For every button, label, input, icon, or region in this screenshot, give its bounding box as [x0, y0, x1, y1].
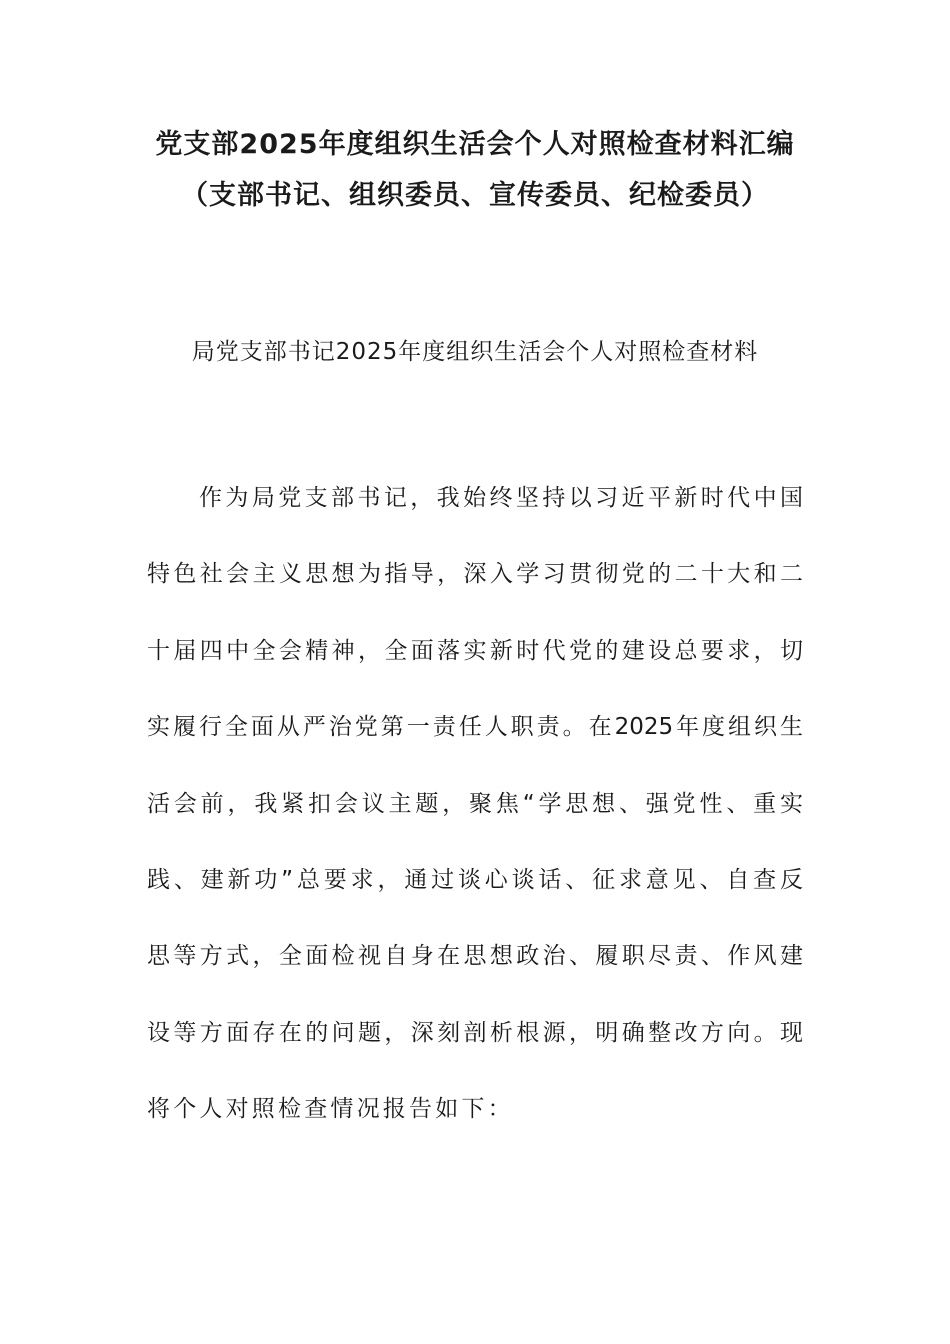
document-title: 党支部2025年度组织生活会个人对照检查材料汇编: [155, 129, 795, 160]
document-title-roles: （支部书记、组织委员、宣传委员、纪检委员）: [181, 180, 769, 211]
paragraph-line: 践、建新功”总要求，通过谈心谈话、征求意见、自查反: [147, 866, 803, 893]
paragraph-line: 活会前，我紧扣会议主题，聚焦“学思想、强党性、重实: [147, 790, 803, 817]
paragraph-line: 将个人对照检查情况报告如下：: [147, 1096, 514, 1123]
paragraph-line: 思等方式，全面检视自身在思想政治、履职尽责、作风建: [147, 943, 803, 970]
section-subtitle: 局党支部书记2025年度组织生活会个人对照检查材料: [191, 339, 759, 365]
body-paragraph: [147, 460, 803, 1148]
paragraph-line: 作为局党支部书记，我始终坚持以习近平新时代中国: [199, 485, 803, 511]
paragraph-line: 实履行全面从严治党第一责任人职责。在2025年度组织生: [147, 714, 803, 741]
paragraph-line: 特色社会主义思想为指导，深入学习贯彻党的二十大和二: [147, 561, 803, 588]
paragraph-line: 设等方面存在的问题，深刻剖析根源，明确整改方向。现: [147, 1019, 803, 1046]
paragraph-line: 十届四中全会精神，全面落实新时代党的建设总要求，切: [147, 637, 803, 664]
